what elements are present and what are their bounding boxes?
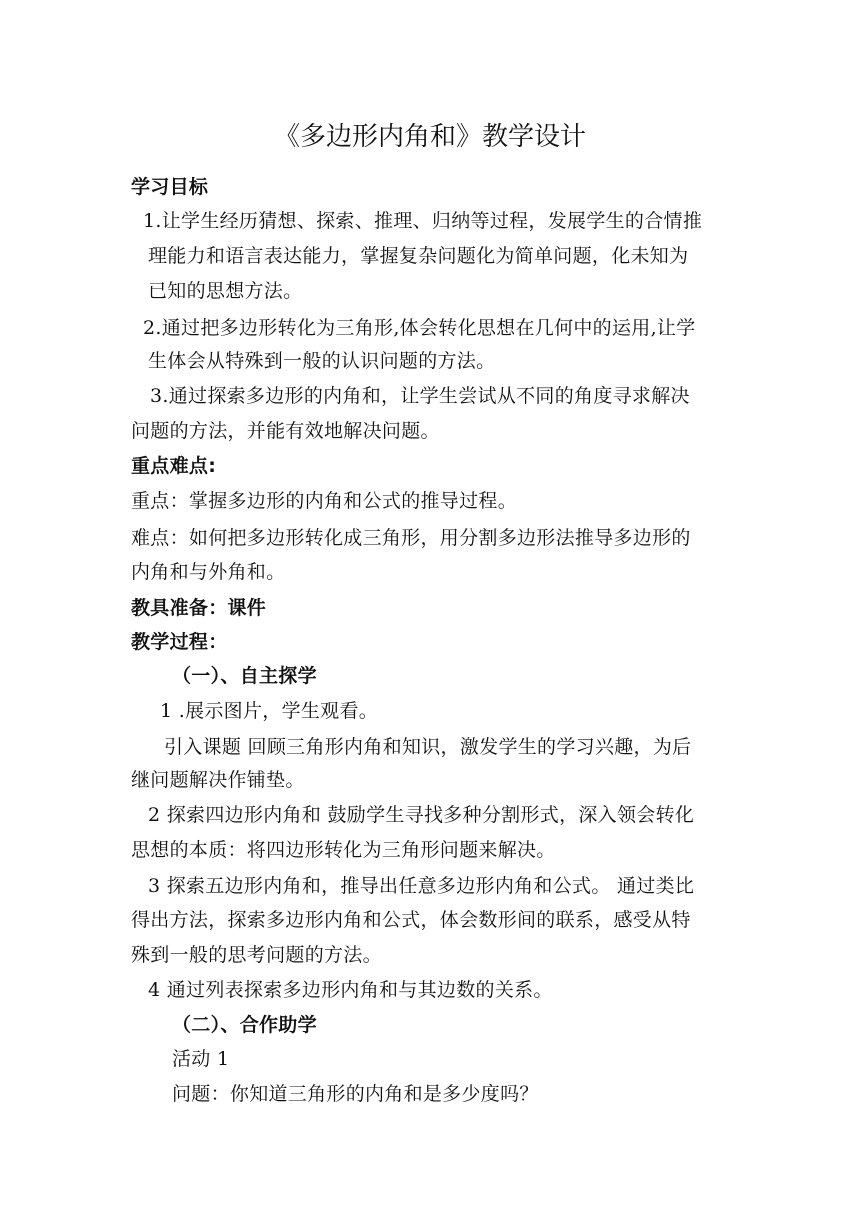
step3-line-3: 殊到一般的思考问题的方法。	[131, 944, 382, 966]
activity-question: 问题：你知道三角形的内角和是多少度吗？	[172, 1083, 539, 1105]
step4: 4 通过列表探索多边形内角和与其边数的关系。	[148, 979, 553, 1001]
objective-2-line-2: 生体会从特殊到一般的认识问题的方法。	[148, 350, 496, 372]
key-point: 重点：掌握多边形的内角和公式的推导过程。	[131, 490, 518, 512]
difficult-point-line-2: 内角和与外角和。	[131, 561, 286, 583]
step3-line-2: 得出方法，探索多边形内角和公式，体会数形间的联系，感受从特	[131, 909, 691, 931]
objective-3-line-1: 3.通过探索多边形的内角和，让学生尝试从不同的角度寻求解决	[150, 385, 690, 407]
part2-heading: （二）、合作助学	[172, 1014, 317, 1036]
part1-heading: （一）、自主探学	[172, 665, 317, 687]
objective-1-line-1: 1.让学生经历猜想、探索、推理、归纳等过程，发展学生的合情推	[143, 210, 703, 232]
difficult-point-line-1: 难点：如何把多边形转化成三角形，用分割多边形法推导多边形的	[131, 527, 691, 549]
tools-line: 教具准备：课件	[131, 597, 267, 619]
activity-label: 活动 1	[172, 1048, 230, 1070]
key-points-heading: 重点难点:	[131, 455, 217, 477]
step2-line-1: 2 探索四边形内角和 鼓励学生寻找多种分割形式，深入领会转化	[148, 804, 695, 826]
step2-line-2: 思想的本质：将四边形转化为三角形问题来解决。	[131, 839, 556, 861]
document-title: 《多边形内角和》教学设计	[273, 122, 586, 152]
process-heading: 教学过程：	[131, 631, 228, 653]
objective-2-line-1: 2.通过把多边形转化为三角形,体会转化思想在几何中的运用,让学	[143, 317, 696, 339]
objective-3-line-2: 问题的方法，并能有效地解决问题。	[131, 420, 440, 442]
intro-line-1: 引入课题 回顾三角形内角和知识，激发学生的学习兴趣，为后	[164, 736, 692, 758]
step3-line-1: 3 探索五边形内角和，推导出任意多边形内角和公式。 通过类比	[148, 875, 695, 897]
objectives-heading: 学习目标	[131, 176, 209, 198]
intro-line-2: 继问题解决作铺垫。	[131, 769, 305, 791]
step1: 1 .展示图片，学生观看。	[160, 700, 379, 722]
objective-1-line-2: 理能力和语言表达能力，掌握复杂问题化为简单问题，化未知为	[148, 245, 689, 267]
objective-1-line-3: 已知的思想方法。	[148, 280, 303, 302]
